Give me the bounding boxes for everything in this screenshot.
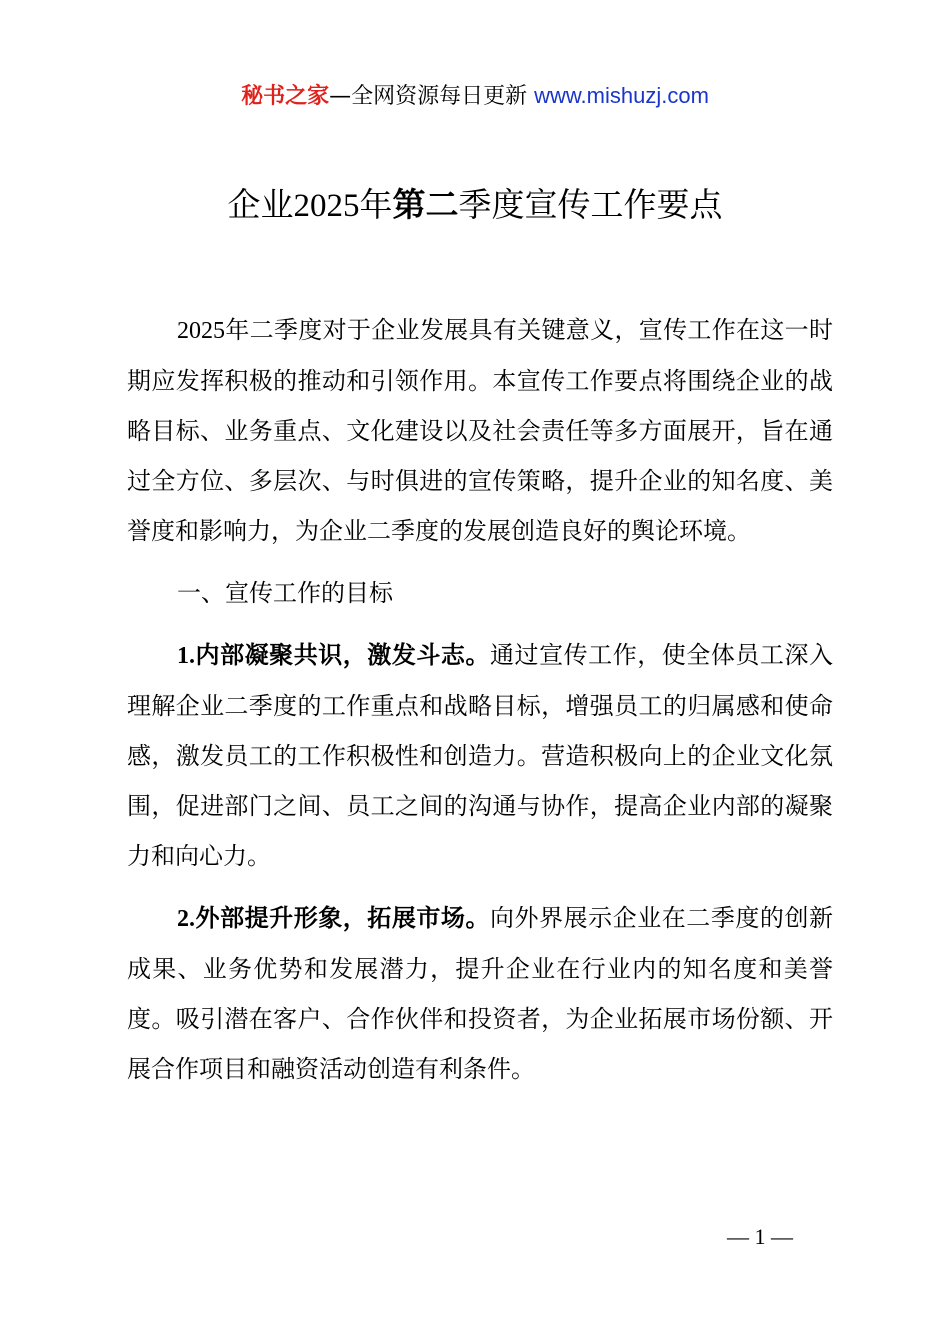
- goal-item-1-title: 内部凝聚共识，激发斗志。: [195, 641, 490, 669]
- goal-item-2: [127, 893, 833, 1094]
- site-header: [0, 80, 950, 113]
- goal-item-2-lead: [177, 904, 490, 932]
- goal-item-2-text: 向外界展示企业在二季度的创新成果、业务优势和发展潜力，提升企业在行业内的知名度和美誉度。吸引潜在客户、合作伙伴和投资者，为企业拓展市场份额、开展合作项目和融资活动创造有利条件。: [127, 904, 833, 1083]
- title-part-1: 企业: [227, 185, 294, 224]
- header-slogan: —全网资源每日更新: [329, 84, 535, 109]
- goal-item-1-text: 通过宣传工作，使全体员工深入理解企业二季度的工作重点和战略目标，增强员工的归属感和使命感，激发员工的工作积极性和创造力。营造积极向上的企业文化氛围，促进部门之间、员工之间的沟通与协作，提高企业内部的凝聚力和向心力。: [127, 641, 833, 870]
- title-part-4: 季度宣传工作要点: [458, 185, 723, 224]
- goal-item-1-number: 1.: [177, 643, 195, 669]
- brand-name: 秘书之家: [241, 84, 330, 109]
- document-title: [0, 180, 950, 231]
- intro-paragraph: [127, 305, 833, 556]
- goal-item-1: [127, 630, 833, 881]
- title-part-2: 年: [359, 185, 393, 224]
- goal-item-2-number: 2.: [177, 906, 195, 932]
- intro-year: 2025: [177, 318, 225, 344]
- section-heading: 一、宣传工作的目标: [177, 579, 393, 607]
- page-number: — 1 —: [727, 1224, 793, 1249]
- goal-item-1-lead: [177, 641, 490, 669]
- intro-text: 年二季度对于企业发展具有关键意义，宣传工作在这一时期应发挥积极的推动和引领作用。本宣传工作要点将围绕企业的战略目标、业务重点、文化建设以及社会责任等多方面展开，旨在通过全方位、多层次、与时俱进的宣传策略，提升企业的知名度、美誉度和影响力，为企业二季度的发展创造良好的舆论环境。: [127, 316, 833, 545]
- goal-item-2-title: 外部提升形象，拓展市场。: [195, 904, 490, 932]
- site-url[interactable]: www.mishuzj.com: [534, 83, 709, 108]
- title-part-3: 第二: [392, 185, 459, 224]
- title-year: 2025: [293, 188, 360, 224]
- document-body: [127, 305, 833, 1094]
